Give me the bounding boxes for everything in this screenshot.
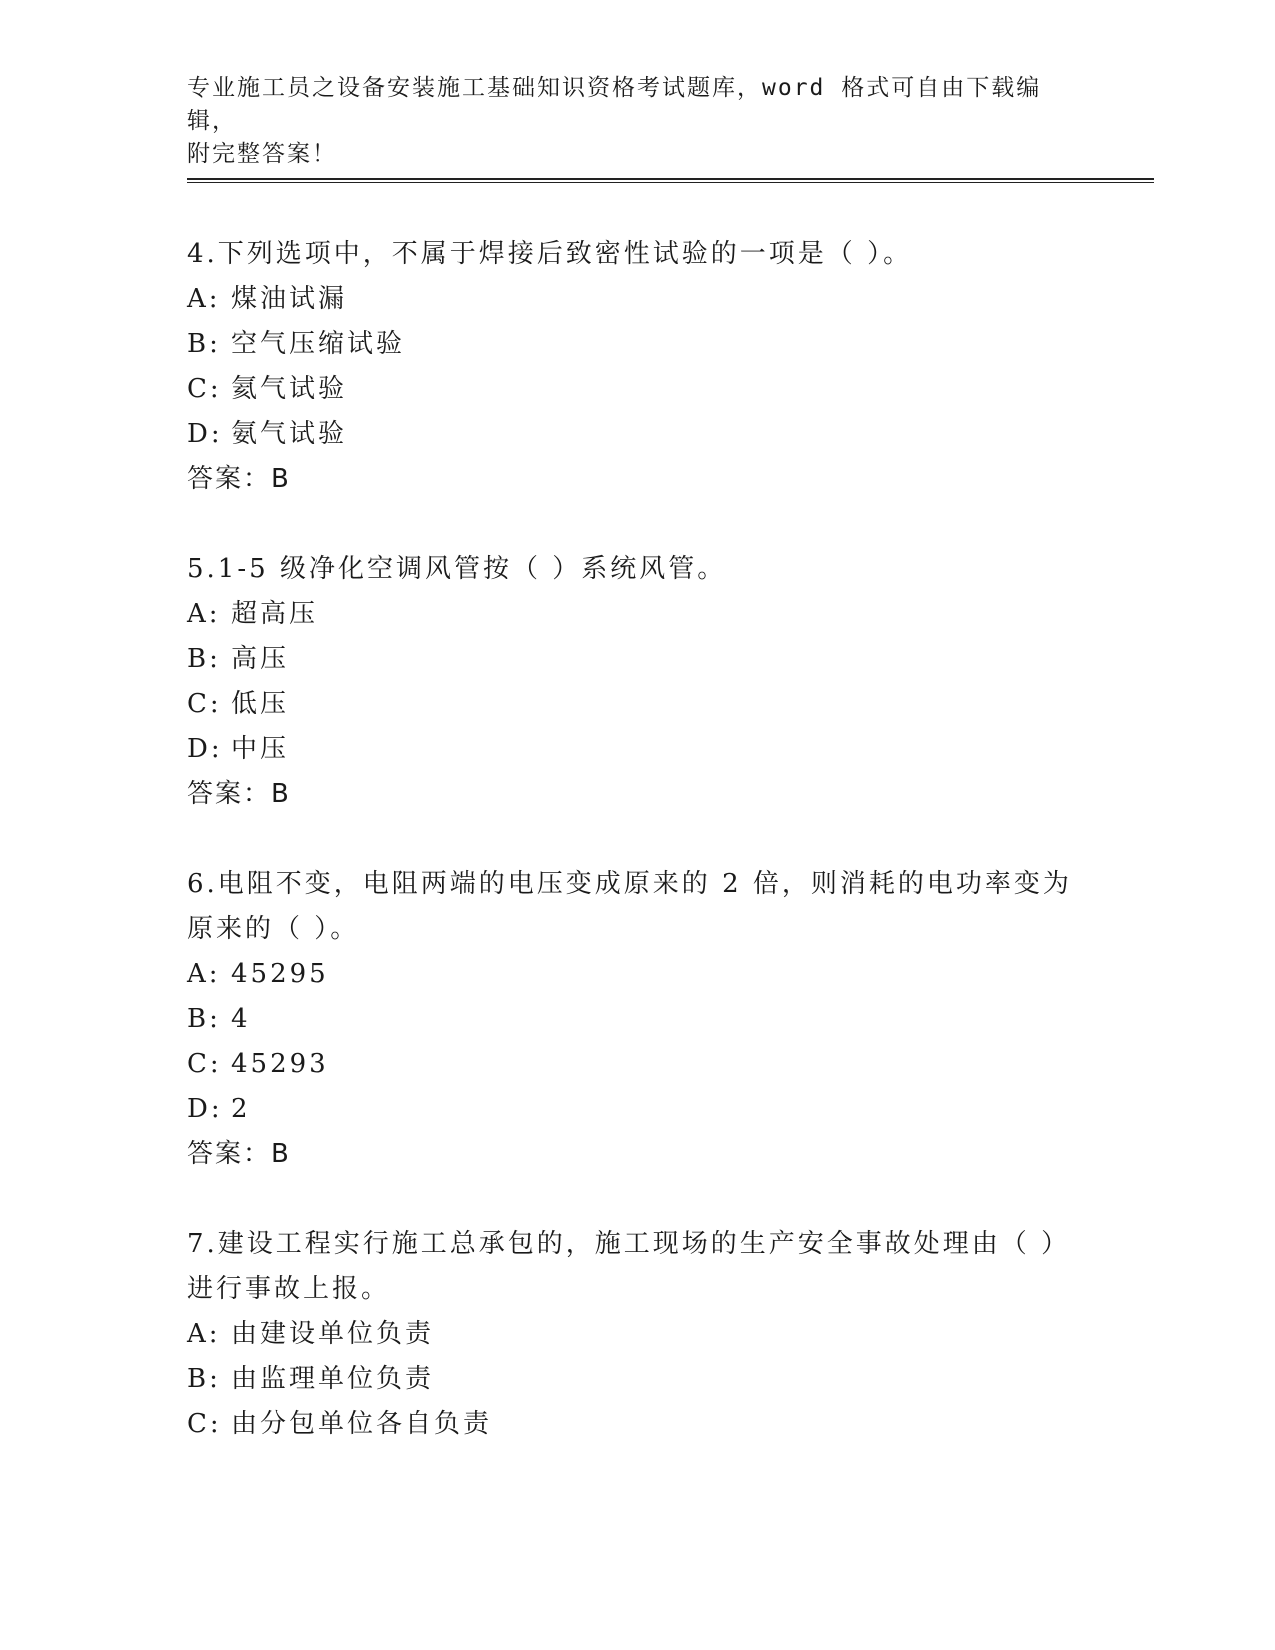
option-text: 高压	[231, 644, 290, 674]
option-key: D:	[187, 734, 223, 764]
question-stem: 4.下列选项中，不属于焊接后致密性试验的一项是（ ）。	[187, 239, 913, 269]
option-key: B:	[187, 1004, 221, 1034]
option-c	[187, 367, 1087, 412]
header-divider-thick	[187, 178, 1154, 180]
option-key: C:	[187, 1049, 222, 1079]
question-stem: 5.1-5 级净化空调风管按（ ）系统风管。	[187, 554, 727, 584]
option-text: 2	[231, 1094, 251, 1124]
option-key: C:	[187, 374, 222, 404]
question-item	[187, 862, 1087, 1177]
option-a	[187, 277, 1087, 322]
option-a	[187, 952, 1087, 997]
question-item	[187, 1222, 1087, 1447]
option-d	[187, 412, 1087, 457]
option-c	[187, 682, 1087, 727]
option-key: C:	[187, 689, 222, 719]
option-d	[187, 727, 1087, 772]
question-item	[187, 232, 1087, 502]
answer-line: 答案：B	[187, 1139, 291, 1169]
option-a	[187, 592, 1087, 637]
option-key: C:	[187, 1409, 222, 1439]
option-text: 由分包单位各自负责	[231, 1409, 493, 1439]
question-item	[187, 547, 1087, 817]
option-c	[187, 1402, 1087, 1447]
question-stem: 6.电阻不变，电阻两端的电压变成原来的 2 倍，则消耗的电功率变为原来的（ ）。	[187, 869, 1072, 944]
option-d	[187, 1087, 1087, 1132]
option-text: 45295	[231, 959, 329, 989]
option-a	[187, 1312, 1087, 1357]
question-stem: 7.建设工程实行施工总承包的，施工现场的生产安全事故处理由（ ）进行事故上报。	[187, 1229, 1071, 1304]
option-key: A:	[187, 599, 221, 629]
option-text: 超高压	[231, 599, 319, 629]
option-text: 氦气试验	[231, 374, 348, 404]
option-key: A:	[187, 959, 221, 989]
option-text: 4	[231, 1004, 251, 1034]
option-key: A:	[187, 284, 221, 314]
answer-line: 答案：B	[187, 779, 291, 809]
option-b	[187, 322, 1087, 367]
option-text: 中压	[231, 734, 290, 764]
option-c	[187, 1042, 1087, 1087]
option-key: D:	[187, 419, 223, 449]
option-b	[187, 637, 1087, 682]
option-text: 氨气试验	[231, 419, 348, 449]
option-b	[187, 997, 1087, 1042]
option-key: B:	[187, 644, 221, 674]
option-key: D:	[187, 1094, 223, 1124]
option-b	[187, 1357, 1087, 1402]
option-text: 由建设单位负责	[231, 1319, 435, 1349]
option-text: 由监理单位负责	[231, 1364, 435, 1394]
option-key: B:	[187, 329, 221, 359]
option-key: A:	[187, 1319, 221, 1349]
option-text: 45293	[231, 1049, 329, 1079]
option-text: 低压	[231, 689, 290, 719]
answer-line: 答案：B	[187, 464, 291, 494]
option-key: B:	[187, 1364, 221, 1394]
option-text: 空气压缩试验	[231, 329, 406, 359]
document-header: 专业施工员之设备安装施工基础知识资格考试题库，word 格式可自由下载编辑， 附完整答案！	[187, 75, 1042, 167]
question-list	[187, 232, 1087, 1492]
header-divider-thin	[187, 182, 1154, 183]
option-text: 煤油试漏	[231, 284, 348, 314]
